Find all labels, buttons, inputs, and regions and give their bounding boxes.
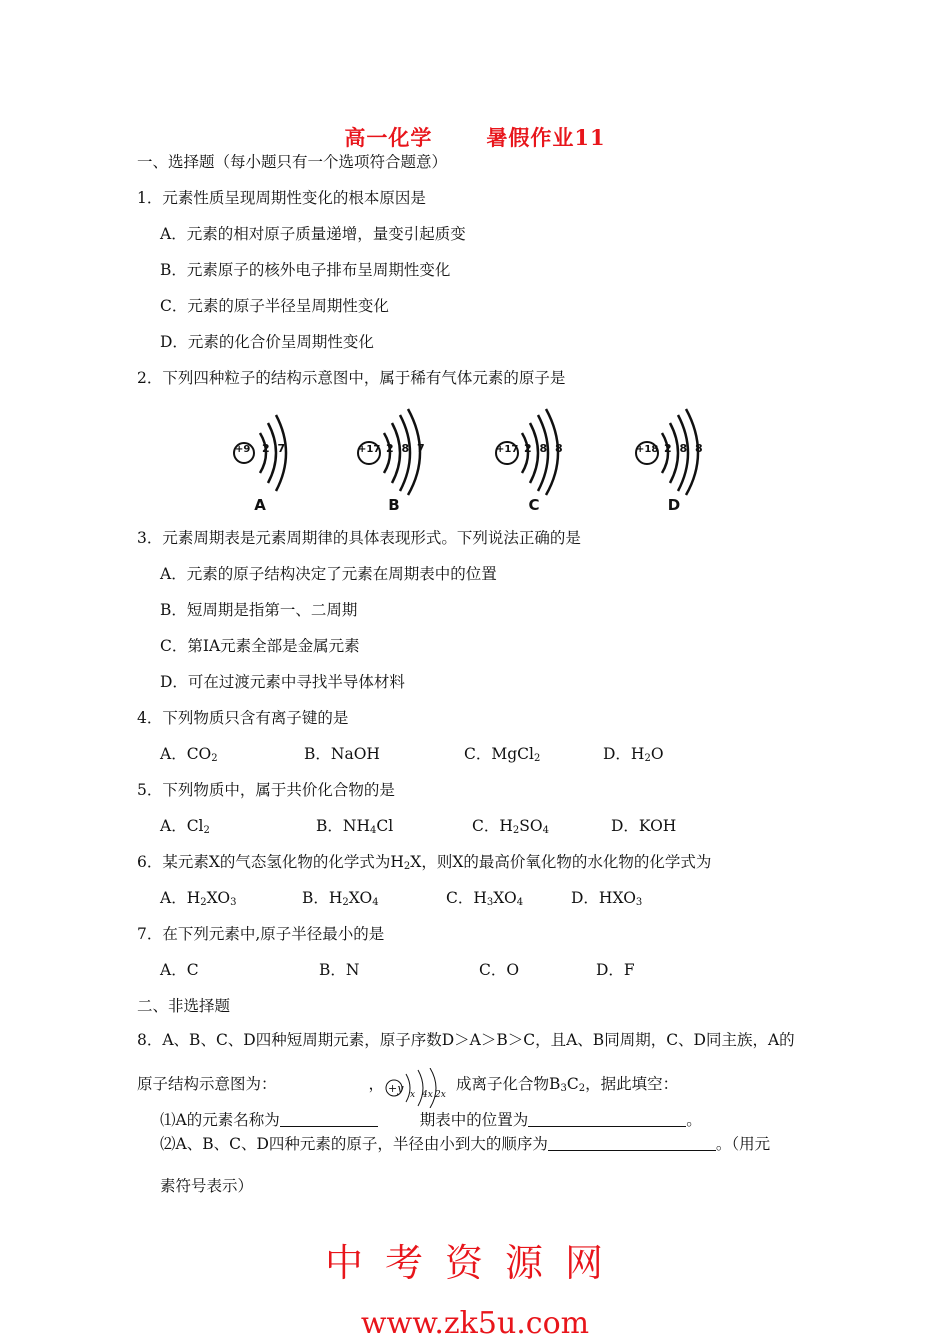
atom-d-electrons: 2 8 8 <box>664 442 705 455</box>
q8-atom-electron-3: 2x <box>435 1090 446 1100</box>
atom-b-label: B <box>388 496 400 514</box>
atom-b-nucleus: +17 <box>358 444 381 455</box>
q8-subquestion-1: ⑴A的元素名称为 期表中的位置为 。 <box>160 1111 702 1129</box>
q8-line-1: 8．A、B、C、D四种短周期元素，原子序数D＞A＞B＞C，且A、B同周期，C、D同主族，A的 <box>137 1031 795 1049</box>
q7-option-c: C．O <box>479 961 520 979</box>
q8-atom-nucleus: +y <box>388 1082 404 1095</box>
q6-option-b: B．$H_2XO_4$ <box>302 889 379 908</box>
footer-site-url[interactable]: www.zk5u.com <box>360 1306 590 1341</box>
q3-option-b: B．短周期是指第一、二周期 <box>160 601 358 619</box>
q8-line-2: 原子结构示意图为： ， 成离子化合物$B_3C_2$，据此填空： <box>137 1075 679 1094</box>
title-course: 高一化学 <box>344 125 433 150</box>
q5-stem: 5．下列物质中，属于共价化合物的是 <box>137 781 395 799</box>
section-1-heading: 一、选择题（每小题只有一个选项符合题意） <box>137 153 448 171</box>
atom-diagram-a <box>228 406 318 516</box>
atom-c-label: C <box>528 496 540 514</box>
q7-option-a: A．C <box>160 961 199 979</box>
atom-b-electrons: 2 8 7 <box>386 442 427 455</box>
q5-option-a: A．$Cl_2$ <box>160 817 210 836</box>
q4-option-d: D．$H_2O$ <box>603 745 664 764</box>
q8-atom-electron-1: x <box>410 1090 416 1100</box>
q3-option-a: A．元素的原子结构决定了元素在周期表中的位置 <box>160 565 497 583</box>
q6-stem: 6．某元素X的气态氢化物的化学式为$H_2X$，则X的最高价氧化物的水化物的化学式为 <box>137 853 712 872</box>
q4-stem: 4．下列物质只含有离子键的是 <box>137 709 349 727</box>
q6-option-c: C．$H_3XO_4$ <box>446 889 524 908</box>
q7-options <box>0 960 950 980</box>
q5-option-d: D．KOH <box>611 817 677 835</box>
q8-answer-blank-1[interactable] <box>280 1110 378 1127</box>
q8-atom-diagram <box>384 1068 454 1108</box>
q5-options <box>0 816 950 836</box>
q2-stem: 2．下列四种粒子的结构示意图中，属于稀有气体元素的原子是 <box>137 369 566 387</box>
q7-stem: 7．在下列元素中,原子半径最小的是 <box>137 925 385 943</box>
q5-option-b: B．$NH_4Cl$ <box>316 817 394 836</box>
q1-option-d: D．元素的化合价呈周期性变化 <box>160 333 374 351</box>
q4-option-b: B．NaOH <box>304 745 380 763</box>
q7-option-d: D．F <box>596 961 635 979</box>
q4-options <box>0 744 950 764</box>
q6-option-d: D．$HXO_3$ <box>571 889 643 908</box>
atom-c-electrons: 2 8 8 <box>524 442 565 455</box>
q8-subquestion-2: ⑵A、B、C、D四种元素的原子，半径由小到大的顺序为 。（用元 <box>160 1135 771 1153</box>
q1-option-b: B．元素原子的核外电子排布呈周期性变化 <box>160 261 451 279</box>
atom-diagram-c <box>494 406 584 516</box>
q3-stem: 3．元素周期表是元素周期律的具体表现形式。下列说法正确的是 <box>137 529 581 547</box>
q7-option-b: B．N <box>319 961 360 979</box>
q1-option-a: A．元素的相对原子质量递增，量变引起质变 <box>160 225 466 243</box>
atom-d-nucleus: +18 <box>636 444 659 455</box>
atom-a-label: A <box>254 496 266 514</box>
atom-diagrams <box>0 406 950 516</box>
atom-a-nucleus: +9 <box>235 444 251 455</box>
q1-stem: 1．元素性质呈现周期性变化的根本原因是 <box>137 189 426 207</box>
q1-option-c: C．元素的原子半径呈周期性变化 <box>160 297 389 315</box>
q4-option-a: A．$CO_2$ <box>160 745 218 764</box>
q8-subquestion-2-cont: 素符号表示） <box>160 1177 254 1195</box>
atom-diagram-d <box>634 406 724 516</box>
q8-answer-blank-3[interactable] <box>548 1134 716 1151</box>
atom-d-label: D <box>667 496 681 514</box>
q8-atom-electron-2: 4x <box>422 1090 433 1100</box>
q8-answer-blank-2[interactable] <box>528 1110 686 1127</box>
atom-c-nucleus: +17 <box>496 444 519 455</box>
q6-option-a: A．$H_2XO_3$ <box>160 889 237 908</box>
q4-option-c: C．MgCl$_2$ <box>464 745 541 764</box>
atom-diagram-b <box>356 406 446 516</box>
section-2-heading: 二、非选择题 <box>137 997 231 1015</box>
q6-options <box>0 888 950 908</box>
title-assignment: 暑假作业11 <box>486 125 606 150</box>
page-title <box>0 122 950 152</box>
q3-option-c: C．第ⅠA元素全部是金属元素 <box>160 637 360 655</box>
atom-a-electrons: 2 7 <box>262 442 288 455</box>
q3-option-d: D．可在过渡元素中寻找半导体材料 <box>160 673 405 691</box>
footer-site-name: 中考资源网 <box>324 1241 625 1285</box>
q5-option-c: C．$H_2SO_4$ <box>472 817 549 836</box>
